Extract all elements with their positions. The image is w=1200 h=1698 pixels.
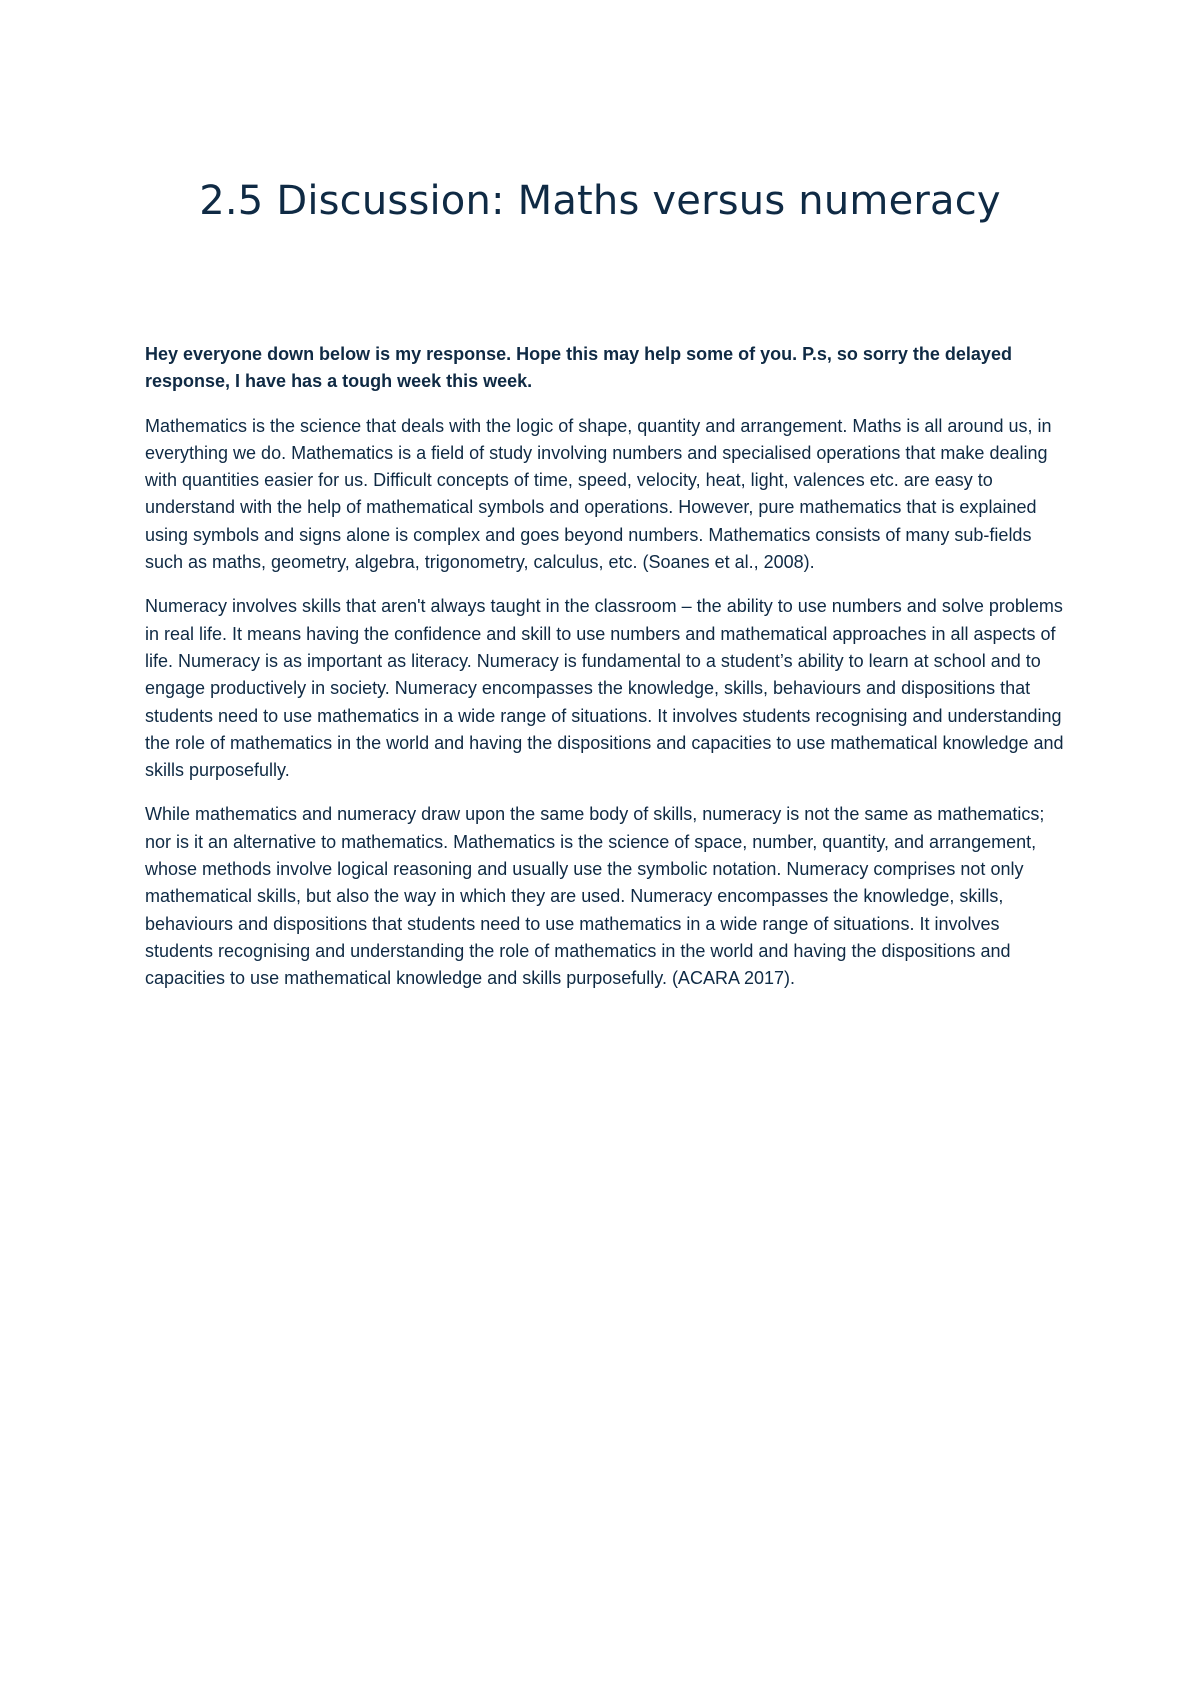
document-body: [145, 341, 1070, 1010]
mathematics-paragraph: Mathematics is the science that deals with the logic of shape, quantity and arrangement. Maths is all around us, in everything we do. Mathematics is a field of study involving numbers and specialised operations that make dealing with quantities easier for us. Difficult concepts of time, speed, velocity, heat, light, valences etc. are easy to understand with the help of mathematical symbols and operations. However, pure mathematics that is explained using symbols and signs alone is complex and goes beyond numbers. Mathematics consists of many sub-fields such as maths, geometry, algebra, trigonometry, calculus, etc. (Soanes et al., 2008).: [145, 415, 1052, 573]
page-title: 2.5 Discussion: Maths versus numeracy: [199, 178, 1001, 224]
comparison-paragraph: While mathematics and numeracy draw upon the same body of skills, numeracy is not the same as mathematics; nor is it an alternative to mathematics. Mathematics is the science of space, number, quantity, and arrangement, whose methods involve logical reasoning and usually use the symbolic notation. Numeracy comprises not only mathematical skills, but also the way in which they are used. Numeracy encompasses the knowledge, skills, behaviours and dispositions that students need to use mathematics in a wide range of situations. It involves students recognising and understanding the role of mathematics in the world and having the dispositions and capacities to use mathematical knowledge and skills purposefully. (ACARA 2017).: [145, 804, 1045, 989]
intro-paragraph: Hey everyone down below is my response. Hope this may help some of you. P.s, so sorry the delayed response, I have has a tough week this week.: [145, 344, 1012, 392]
numeracy-paragraph: Numeracy involves skills that aren't always taught in the classroom – the ability to use numbers and solve problems in real life. It means having the confidence and skill to use numbers and mathematical approaches in all aspects of life. Numeracy is as important as literacy. Numeracy is fundamental to a student’s ability to learn at school and to engage productively in society. Numeracy encompasses the knowledge, skills, behaviours and dispositions that students need to use mathematics in a wide range of situations. It involves students recognising and understanding the role of mathematics in the world and having the dispositions and capacities to use mathematical knowledge and skills purposefully.: [145, 596, 1064, 781]
